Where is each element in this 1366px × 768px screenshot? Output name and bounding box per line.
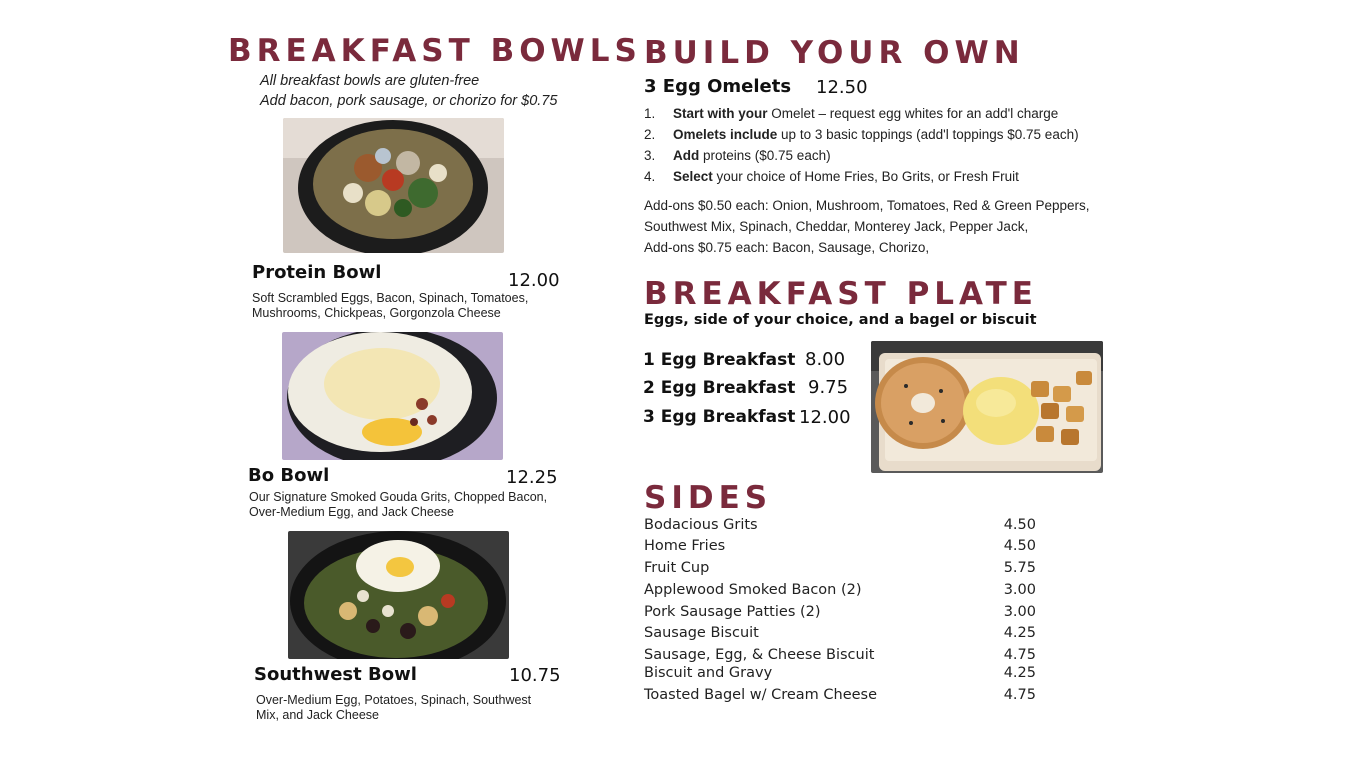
breakfast-plate-photo <box>871 341 1103 473</box>
protein-bowl-description-line-2: Mushrooms, Chickpeas, Gorgonzola Cheese <box>252 306 501 320</box>
side-item-price: 4.25 <box>1003 665 1036 681</box>
omelet-name: 3 Egg Omelets <box>644 76 792 97</box>
bo-bowl-photo <box>282 332 503 460</box>
bo-bowl-description-line-1: Our Signature Smoked Gouda Grits, Chopped Bacon, <box>249 490 548 504</box>
side-item-name: Applewood Smoked Bacon (2) <box>644 582 862 598</box>
omelet-steps-list <box>644 106 1114 190</box>
side-item-name: Toasted Bagel w/ Cream Cheese <box>644 687 878 703</box>
bo-bowl-name: Bo Bowl <box>248 465 330 486</box>
breakfast-bowls-heading: BREAKFAST BOWLS <box>228 33 642 69</box>
step-text: your choice of Home Fries, Bo Grits, or Fresh Fruit <box>712 169 1019 184</box>
bo-bowl-price: 12.25 <box>506 467 558 488</box>
side-item-price: 4.75 <box>1003 687 1036 703</box>
sides-list <box>644 517 1036 707</box>
step-bold-text: Add <box>673 148 700 163</box>
plate-item-price: 8.00 <box>805 349 846 370</box>
side-item-name: Sausage, Egg, & Cheese Biscuit <box>644 647 875 663</box>
southwest-bowl-description-line-1: Over-Medium Egg, Potatoes, Spinach, Southwest <box>256 693 532 707</box>
side-item-name: Fruit Cup <box>644 560 710 576</box>
protein-bowl-name: Protein Bowl <box>252 262 382 283</box>
plate-item-name: 3 Egg Breakfast <box>643 407 796 427</box>
side-item-name: Biscuit and Gravy <box>644 665 773 681</box>
build-your-own-heading: BUILD YOUR OWN <box>644 35 1025 71</box>
addons-line-2: Southwest Mix, Spinach, Cheddar, Monterey Jack, Pepper Jack, <box>644 219 1029 234</box>
side-item-price: 4.75 <box>1003 647 1036 663</box>
step-bold-text: Omelets include <box>673 127 778 142</box>
side-item-price: 3.00 <box>1003 582 1036 598</box>
step-number: 3. <box>644 148 656 163</box>
step-text: up to 3 basic toppings (add'l toppings $0.75 each) <box>777 127 1079 142</box>
side-item-price: 4.25 <box>1003 625 1036 641</box>
side-item-name: Bodacious Grits <box>644 517 758 533</box>
side-item-name: Sausage Biscuit <box>644 625 759 641</box>
step-text: proteins ($0.75 each) <box>699 148 831 163</box>
southwest-bowl-photo <box>288 531 509 659</box>
side-item-price: 4.50 <box>1003 517 1036 533</box>
southwest-bowl-description-line-2: Mix, and Jack Cheese <box>256 708 379 722</box>
southwest-bowl-price: 10.75 <box>509 665 561 686</box>
step-number: 1. <box>644 106 656 121</box>
side-item-price: 3.00 <box>1003 604 1036 620</box>
sides-heading: SIDES <box>644 480 773 516</box>
step-text: Omelet – request egg whites for an add'l charge <box>767 106 1059 121</box>
protein-bowl-price: 12.00 <box>508 270 560 291</box>
southwest-bowl-name: Southwest Bowl <box>254 664 417 685</box>
protein-bowl-description-line-1: Soft Scrambled Eggs, Bacon, Spinach, Tomatoes, <box>252 291 529 305</box>
gluten-free-note: All breakfast bowls are gluten-free <box>260 73 480 89</box>
bo-bowl-description-line-2: Over-Medium Egg, and Jack Cheese <box>249 505 454 519</box>
plate-item-price: 12.00 <box>799 407 851 428</box>
side-item-name: Pork Sausage Patties (2) <box>644 604 821 620</box>
side-item-price: 4.50 <box>1003 538 1036 554</box>
plate-item-name: 2 Egg Breakfast <box>643 378 796 398</box>
breakfast-plate-subtitle: Eggs, side of your choice, and a bagel or biscuit <box>644 312 1037 328</box>
step-bold-text: Select <box>673 169 713 184</box>
step-bold-text: Start with your <box>673 106 768 121</box>
step-number: 2. <box>644 127 656 142</box>
addons-line-1: Add-ons $0.50 each: Onion, Mushroom, Tomatoes, Red & Green Peppers, <box>644 198 1090 213</box>
protein-bowl-photo <box>283 118 504 253</box>
omelet-price: 12.50 <box>816 77 868 98</box>
step-number: 4. <box>644 169 656 184</box>
breakfast-plate-list <box>643 349 858 439</box>
breakfast-plate-heading: BREAKFAST PLATE <box>644 276 1038 312</box>
side-item-price: 5.75 <box>1003 560 1036 576</box>
plate-item-price: 9.75 <box>808 377 849 398</box>
plate-item-name: 1 Egg Breakfast <box>643 350 796 370</box>
side-item-name: Home Fries <box>644 538 726 554</box>
add-protein-note: Add bacon, pork sausage, or chorizo for $0.75 <box>260 93 558 109</box>
addons-line-3: Add-ons $0.75 each: Bacon, Sausage, Chorizo, <box>644 240 930 255</box>
